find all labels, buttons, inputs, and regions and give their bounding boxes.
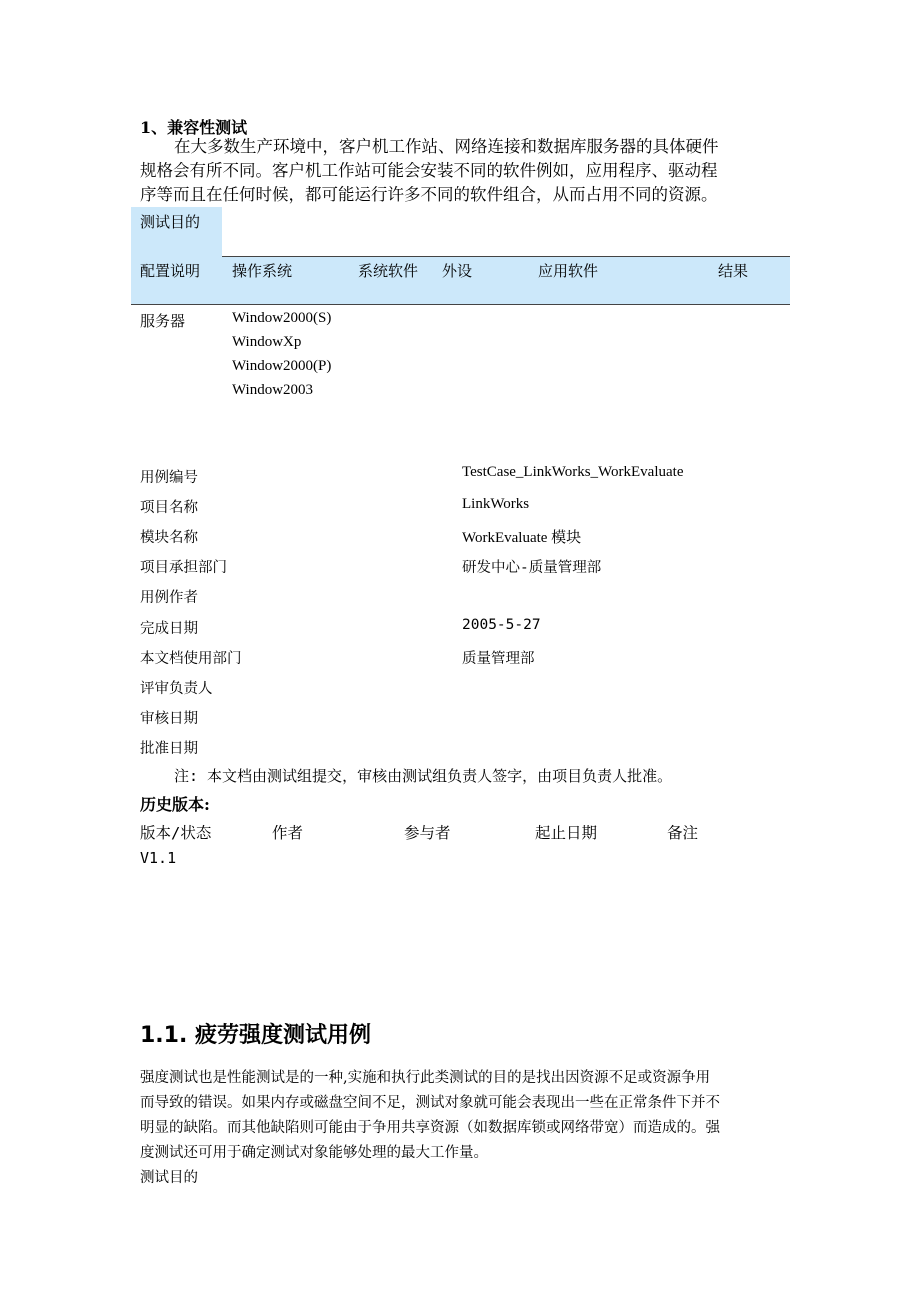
paragraph-line: 序等而且在任何时候，都可能运行许多不同的软件组合，从而占用不同的资源。 <box>140 185 718 204</box>
os-item: Window2000(S) <box>232 310 332 326</box>
author-label: 用例作者 <box>140 590 198 606</box>
column-header-peripherals: 外设 <box>442 262 473 280</box>
os-list <box>232 306 331 402</box>
column-header-system-software: 系统软件 <box>358 262 419 280</box>
column-header-os: 操作系统 <box>232 262 293 280</box>
column-header-application-software: 应用软件 <box>538 262 599 280</box>
compatibility-paragraph <box>140 135 719 207</box>
department-value: 研发中心-质量管理部 <box>462 560 602 576</box>
table-divider <box>131 304 790 305</box>
history-version-cell: V1.1 <box>140 849 177 867</box>
server-label: 服务器 <box>140 312 186 330</box>
audit-date-label: 审核日期 <box>140 711 198 727</box>
section-heading-compatibility: 1、兼容性测试 <box>140 118 248 137</box>
stress-test-paragraph <box>140 1066 720 1191</box>
case-id-value: TestCase_LinkWorks_WorkEvaluate <box>462 464 684 480</box>
project-name-value: LinkWorks <box>462 496 530 512</box>
using-department-value: 质量管理部 <box>462 651 535 667</box>
os-item: WindowXp <box>232 334 302 350</box>
os-item: Window2003 <box>232 382 314 398</box>
paragraph-line: 强度测试也是性能测试是的一种,实施和执行此类测试的目的是找出因资源不足或资源争用 <box>140 1070 711 1086</box>
history-title: 历史版本: <box>140 795 210 814</box>
paragraph-line: 而导致的错误。如果内存或磁盘空间不足，测试对象就可能会表现出一些在正常条件下并不 <box>140 1095 720 1111</box>
department-label: 项目承担部门 <box>140 560 227 576</box>
module-name-value: WorkEvaluate 模块 <box>462 530 582 546</box>
purpose-label-stress: 测试目的 <box>140 1170 198 1186</box>
case-id-label: 用例编号 <box>140 470 198 486</box>
table-header-row-bg <box>222 256 790 305</box>
paragraph-line: 在大多数生产环境中，客户机工作站、网络连接和数据库服务器的具体硬件 <box>174 137 719 156</box>
history-header-dates: 起止日期 <box>535 824 598 842</box>
history-header-version: 版本/状态 <box>140 824 212 842</box>
history-header-author: 作者 <box>272 824 304 842</box>
completion-date-label: 完成日期 <box>140 621 198 637</box>
column-header-result: 结果 <box>718 262 749 280</box>
approval-date-label: 批准日期 <box>140 741 198 757</box>
reviewer-label: 评审负责人 <box>140 681 213 697</box>
os-item: Window2000(P) <box>232 358 332 374</box>
paragraph-line: 度测试还可用于确定测试对象能够处理的最大工作量。 <box>140 1145 488 1161</box>
project-name-label: 项目名称 <box>140 500 198 516</box>
table-divider <box>222 256 790 257</box>
history-header-participants: 参与者 <box>404 824 451 842</box>
section-heading-stress-test: 1.1. 疲劳强度测试用例 <box>140 1023 371 1048</box>
approval-note: 注: 本文档由测试组提交，审核由测试组负责人签字，由项目负责人批准。 <box>174 767 673 785</box>
completion-date-value: 2005-5-27 <box>462 617 541 633</box>
paragraph-line: 明显的缺陷。而其他缺陷则可能由于争用共享资源（如数据库锁或网络带宽）而造成的。强 <box>140 1120 720 1136</box>
using-department-label: 本文档使用部门 <box>140 651 242 667</box>
module-name-label: 模块名称 <box>140 530 198 546</box>
paragraph-line: 规格会有所不同。客户机工作站可能会安装不同的软件例如，应用程序、驱动程 <box>140 161 718 180</box>
config-label: 配置说明 <box>140 262 201 280</box>
history-header-remarks: 备注 <box>667 824 699 842</box>
purpose-label: 测试目的 <box>140 213 201 231</box>
